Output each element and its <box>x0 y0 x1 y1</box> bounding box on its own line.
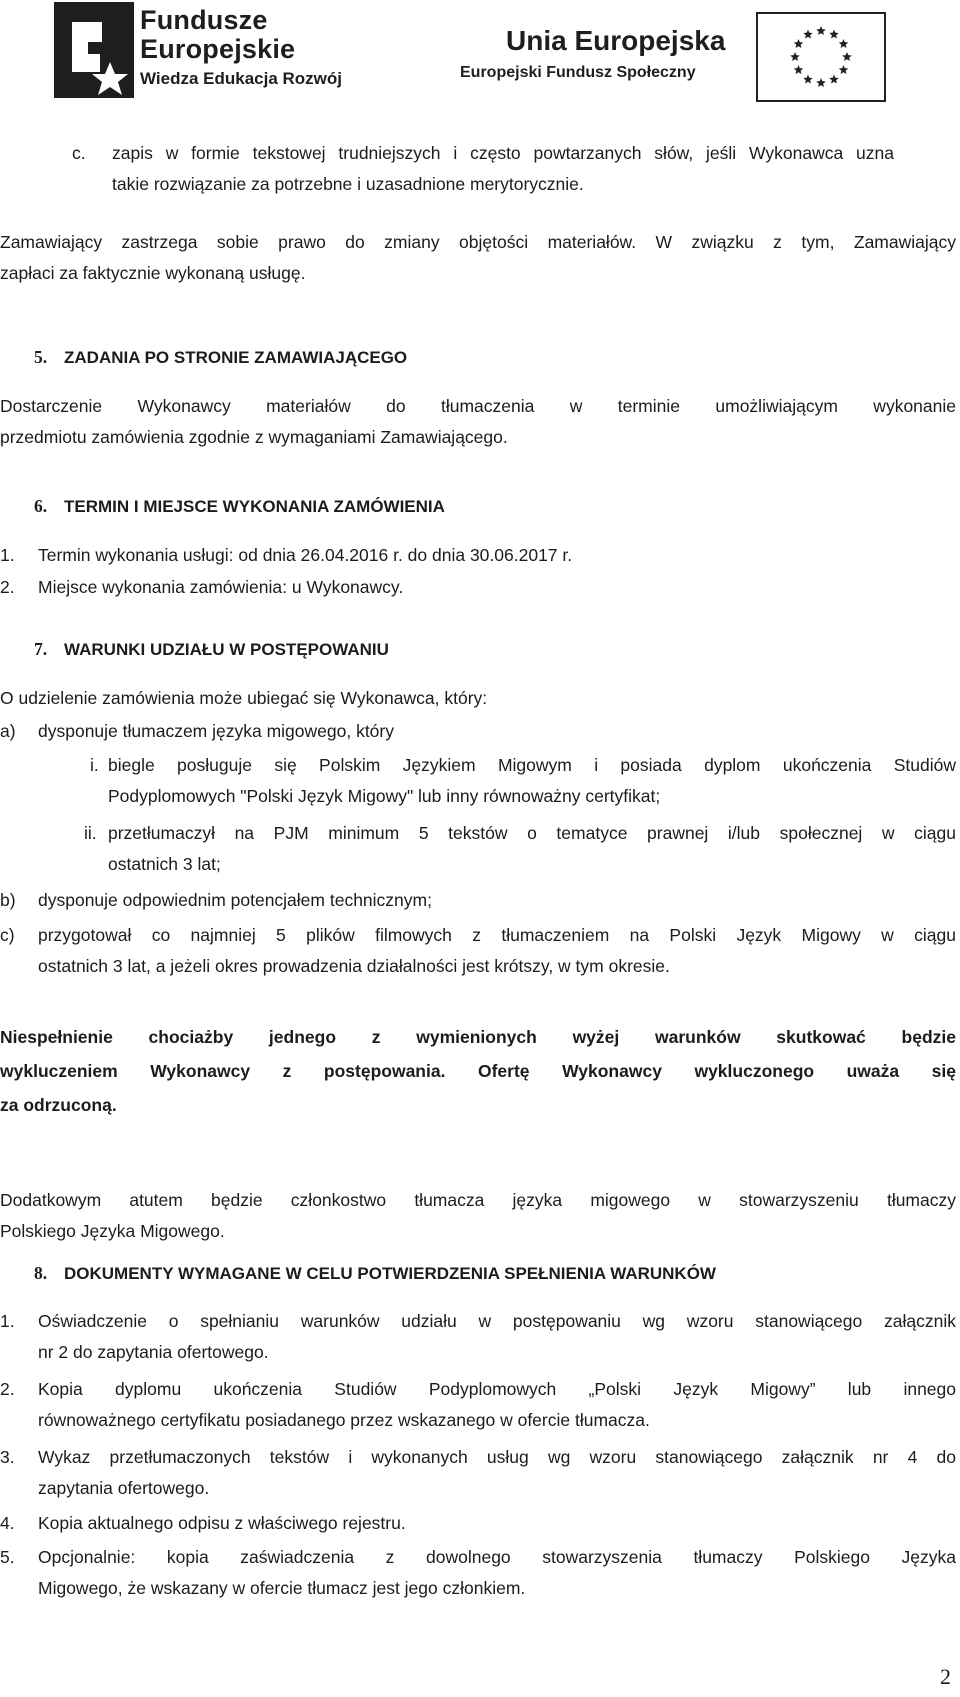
text-line: biegle posługuje się Polskim Językiem Migowym i posiada dyplom ukończenia Studiów <box>108 755 956 775</box>
paragraph-zastrzezenie <box>0 227 956 289</box>
text-line: Opcjonalnie: kopia zaświadczenia z dowolnego stowarzyszenia tłumaczy Polskiego Języka <box>38 1547 956 1567</box>
text-line: przedmiotu zamówienia zgodnie z wymaganiami Zamawiającego. <box>0 427 508 447</box>
text-line: zapłaci za faktycznie wykonaną usługę. <box>0 263 306 283</box>
condition-text: dysponuje tłumaczem języka migowego, który <box>38 721 394 741</box>
text-line: Wykaz przetłumaczonych tekstów i wykonanych usług wg wzoru stanowiącego załącznik nr 4 do <box>38 1447 956 1467</box>
item-number: 2. <box>0 577 15 597</box>
section-5-heading <box>34 342 934 373</box>
item-number: 5. <box>0 1547 15 1567</box>
section-number: 5. <box>34 347 48 367</box>
text-line: ostatnich 3 lat, a jeżeli okres prowadzenia działalności jest krótszy, w tym okresie. <box>38 956 670 976</box>
text-line: wykluczeniem Wykonawcy z postępowania. Ofertę Wykonawcy wykluczonego uważa się <box>0 1061 956 1081</box>
exclusion-notice <box>0 1020 956 1122</box>
item-number: 2. <box>0 1379 15 1399</box>
section-title: WARUNKI UDZIAŁU W POSTĘPOWANIU <box>64 640 389 659</box>
sub-text <box>108 750 956 812</box>
text-line: zapytania ofertowego. <box>38 1478 210 1498</box>
section-number: 7. <box>34 639 48 659</box>
section-6-heading <box>34 491 934 522</box>
text-line: Polskiego Języka Migowego. <box>0 1221 225 1241</box>
unia-europejska-text <box>460 26 760 84</box>
item-number: 3. <box>0 1447 15 1467</box>
ue-line1: Unia Europejska <box>506 25 726 56</box>
section-number: 6. <box>34 496 48 516</box>
eu-flag-icon <box>756 12 886 102</box>
fe-line3: Wiedza Edukacja Rozwój <box>140 69 342 88</box>
section-title: ZADANIA PO STRONIE ZAMAWIAJĄCEGO <box>64 348 408 367</box>
section-6-item-2 <box>0 572 956 603</box>
condition-letter: b) <box>0 890 16 910</box>
condition-text <box>38 920 956 982</box>
condition-b <box>0 885 956 916</box>
text-line: Migowego, że wskazany w ofercie tłumacz jest jego członkiem. <box>38 1578 526 1598</box>
fe-line2: Europejskie <box>140 34 296 64</box>
item-number: 4. <box>0 1513 15 1533</box>
text-line: Podyplomowych "Polski Język Migowy" lub inny równoważny certyfikat; <box>108 786 661 806</box>
text-line: Zamawiający zastrzega sobie prawo do zmiany objętości materiałów. W związku z tym, Zamawiający <box>0 232 956 252</box>
fundusze-europejskie-mark-icon <box>52 2 136 100</box>
section-8-heading <box>34 1258 954 1289</box>
ue-line2: Europejski Fundusz Społeczny <box>460 64 696 81</box>
section-7-intro: O udzielenie zamówienia może ubiegać się Wykonawca, który: <box>0 688 488 708</box>
condition-letter: c) <box>0 925 15 945</box>
item-text <box>112 138 894 200</box>
text-line: ostatnich 3 lat; <box>108 854 221 874</box>
condition-letter: a) <box>0 721 16 741</box>
text-line: przetłumaczył na PJM minimum 5 tekstów o tematyce prawnej i/lub społecznej w ciągu <box>108 823 956 843</box>
document-item-4 <box>0 1508 956 1539</box>
item-number: 1. <box>0 545 15 565</box>
text-line: równoważnego certyfikatu posiadanego przez wskazanego w ofercie tłumacza. <box>38 1410 650 1430</box>
fundusze-europejskie-text <box>140 6 342 90</box>
sub-number: ii. <box>84 823 97 843</box>
item-text <box>38 1306 956 1368</box>
item-text: Kopia aktualnego odpisu z właściwego rejestru. <box>38 1513 406 1533</box>
fundusze-europejskie-logo <box>52 2 352 102</box>
item-text <box>38 1442 956 1504</box>
section-number: 8. <box>34 1263 48 1283</box>
text-line: Oświadczenie o spełnianiu warunków udziału w postępowaniu wg wzoru stanowiącego załącznik <box>38 1311 956 1331</box>
fe-line1: Fundusze <box>140 5 268 35</box>
condition-a <box>0 716 956 747</box>
text-line: Niespełnienie chociażby jednego z wymienionych wyżej warunków skutkować będzie <box>0 1027 956 1047</box>
condition-text: dysponuje odpowiednim potencjałem technicznym; <box>38 890 432 910</box>
page-number: 2 <box>940 1664 951 1689</box>
text-line: Kopia dyplomu ukończenia Studiów Podyplomowych „Polski Język Migowy” lub innego <box>38 1379 956 1399</box>
section-7-heading <box>34 634 934 665</box>
text-line: Dostarczenie Wykonawcy materiałów do tłumaczenia w terminie umożliwiającym wykonanie <box>0 396 956 416</box>
item-text: Miejsce wykonania zamówienia: u Wykonawcy. <box>38 577 404 597</box>
item-letter: c. <box>72 143 86 163</box>
item-text: Termin wykonania usługi: od dnia 26.04.2016 r. do dnia 30.06.2017 r. <box>38 545 573 565</box>
sub-text <box>108 818 956 880</box>
item-number: 1. <box>0 1311 15 1331</box>
text-line: zapis w formie tekstowej trudniejszych i często powtarzanych słów, jeśli Wykonawca uzna <box>112 143 894 163</box>
sub-number: i. <box>90 755 99 775</box>
section-6-item-1 <box>0 540 956 571</box>
item-text <box>38 1374 956 1436</box>
item-text <box>38 1542 956 1604</box>
text-line: przygotował co najmniej 5 plików filmowych z tłumaczeniem na Polski Język Migowy w ciągu <box>38 925 956 945</box>
additional-advantage <box>0 1185 956 1247</box>
text-line: nr 2 do zapytania ofertowego. <box>38 1342 269 1362</box>
text-line: takie rozwiązanie za potrzebne i uzasadnione merytorycznie. <box>112 174 584 194</box>
section-5-body <box>0 391 956 453</box>
section-title: TERMIN I MIEJSCE WYKONANIA ZAMÓWIENIA <box>64 497 445 516</box>
text-line: za odrzuconą. <box>0 1095 117 1115</box>
section-title: DOKUMENTY WYMAGANE W CELU POTWIERDZENIA SPEŁNIENIA WARUNKÓW <box>64 1264 716 1283</box>
text-line: Dodatkowym atutem będzie członkostwo tłumacza języka migowego w stowarzyszeniu tłumaczy <box>0 1190 956 1210</box>
